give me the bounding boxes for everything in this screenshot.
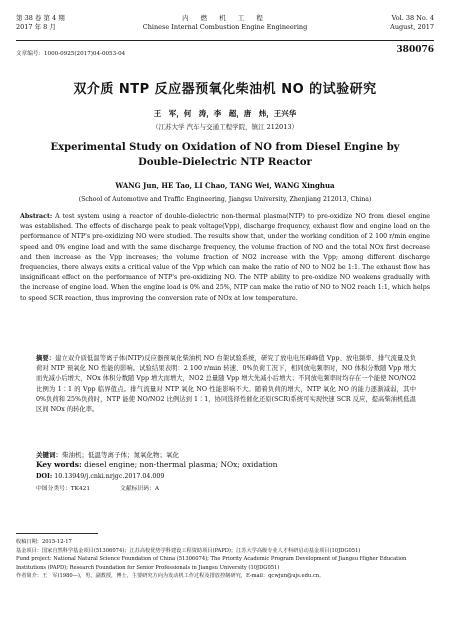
abstract-cn-text: 建立双介质低温等离子体(NTP)反应器预氧化柴油机 NO 台架试验系统，研究了放电电压峰峰值 Vpp、放电频率、排气流量及负荷对 NTP 预氧化 NO 性能的影响。试验结果表明：2 100 r/min 转速、0%负荷工况下，相同放电频率时，NO 体积分数随 Vpp 增大而先减小后增大，NOx 体积分数随 Vpp 增大而增大，NO2 总量随 Vpp 增大先减小后增大；不同放电频率时均存在一个能使 NO/NO2 比例为 1∶1 的 Vpp 临界值点。排气流量对 NTP 氧化 NO 性能影响不大。随着负荷的增大，NTP 氧化 NO 的能力逐渐减弱，其中 0%负荷和 25%负荷时，NTP 能使 NO/NO2 比例达到 1∶1，协同选择性催化还原(SCR)系统可实现快速 SCR 反应，提高柴油机低温区间 NOx 的转化率。 xyxy=(36,355,417,414)
keywords-en-label: Key words: xyxy=(36,460,82,469)
date-cn: 2017 年 8 月 xyxy=(16,22,56,31)
abstract-en-text: A test system using a reactor of double-dielectric non-thermal plasma(NTP) to pre-oxidize NO from diesel engine was established. The effects of discharge peak to peak voltage(Vpp), discharge frequency, exhaust flow and engine load on the performance of NTP's pre-oxidizing NO were studied. The results show that, under the working condition of 2 100 r/min engine speed and 0% engine load and with the same discharge frequency, the volume fraction of NO and the total NOx first decrease and then increase as the Vpp increases; the volume fraction of NO2 increase with the Vpp; among different discharge frequencies, there always exits a critical value of the Vpp which can make the ratio of NO to NO2 be 1:1. The exhaust flow has insignificant effect on the performance of NTP's pre-oxidizing NO. The NTP ability to pre-oxidize NO weakens gradually with the increase of engine load. When the engine load is 0% and 25%, NTP can make the ratio of NO to NO2 reach 1:1, which helps to speed SCR reaction, thus improving the conversion rate of NOx at low temperature. xyxy=(20,213,430,302)
running-header xyxy=(16,14,434,41)
title-cn: 双介质 NTP 反应器预氧化柴油机 NO 的试验研究 xyxy=(73,82,377,97)
journal-en: Chinese Internal Combustion Engine Engineering xyxy=(142,22,308,31)
doi-text: 10.13949/j.cnki.nrjgc.2017.04.009 xyxy=(54,473,165,480)
fund-cn: 基金项目：国家自然科学基金项目(51306074)；江苏高校优势学科建设工程资助项目(PAPD)；江苏大学高级专业人才科研启动基金项目(10JDG051) xyxy=(16,547,361,554)
title-en xyxy=(0,140,450,170)
keywords-en-text: diesel engine; non-thermal plasma; NOx; oxidation xyxy=(84,460,278,469)
keywords-en xyxy=(36,460,277,469)
footnotes xyxy=(16,538,434,581)
doi-label: DOI: xyxy=(36,473,53,480)
doi xyxy=(36,473,164,480)
title-en-line1: Experimental Study on Oxidation of NO from Diesel Engine by xyxy=(50,142,400,153)
doc-code: 文献标识码：A xyxy=(120,486,160,492)
classification xyxy=(36,483,159,492)
fund-en: Fund project: National Natural Science Foundation of China (51306074); The Priority Academic Program Development of Jiangsu Higher Education Institutions (PAPD); Research Foundation for Senior Professionals in Jiangsu University (10JDG051) xyxy=(16,556,407,571)
received-date: 收稿日期：2015-12-17 xyxy=(16,539,72,545)
article-number: 文章编号：1000-0925(2017)04-0053-04 xyxy=(16,51,126,57)
author-bio: 作者简介：王 军(1980—)，男，副教授，博士，主要研究方向为发动机工作过程及排放控制研究，E-mail：qcwjun@ujs.edu.cn。 xyxy=(16,573,325,579)
keywords-cn-label: 关键词： xyxy=(36,451,62,459)
affiliation-cn: （江苏大学 汽车与交通工程学院，镇江 212013） xyxy=(152,123,298,131)
journal-cn: 内 燃 机 工 程 xyxy=(182,14,268,22)
abstract-cn xyxy=(36,354,416,415)
article-code: 380076 xyxy=(396,45,434,55)
authors-cn: 王 军，何 涛，李 超，唐 炜，王兴华 xyxy=(153,109,297,118)
abstract-cn-label: 摘要： xyxy=(36,355,56,362)
authors-en: WANG Jun, HE Tao, LI Chao, TANG Wei, WANG Xinghua xyxy=(115,181,335,190)
keywords-cn xyxy=(36,450,179,459)
issue-cn: 第 38 卷 第 4 期 xyxy=(16,14,65,22)
header-center xyxy=(16,14,434,31)
date-en: August, 2017 xyxy=(390,22,434,31)
title-en-line2: Double-Dielectric NTP Reactor xyxy=(138,157,312,168)
affiliation-en: (School of Automotive and Traffic Engineering, Jiangsu University, Zhenjiang 212013, China) xyxy=(78,196,372,203)
footnote-rule xyxy=(16,533,98,534)
abstract-en-label: Abstract: xyxy=(20,213,53,220)
issue-en: Vol. 38 No. 4 xyxy=(391,14,434,22)
class-code: 中图分类号：TK421 xyxy=(36,486,91,492)
keywords-cn-text: 柴油机；低温等离子体；氮氧化物；氧化 xyxy=(62,451,179,459)
header-right xyxy=(390,14,434,31)
abstract-en xyxy=(20,212,430,304)
